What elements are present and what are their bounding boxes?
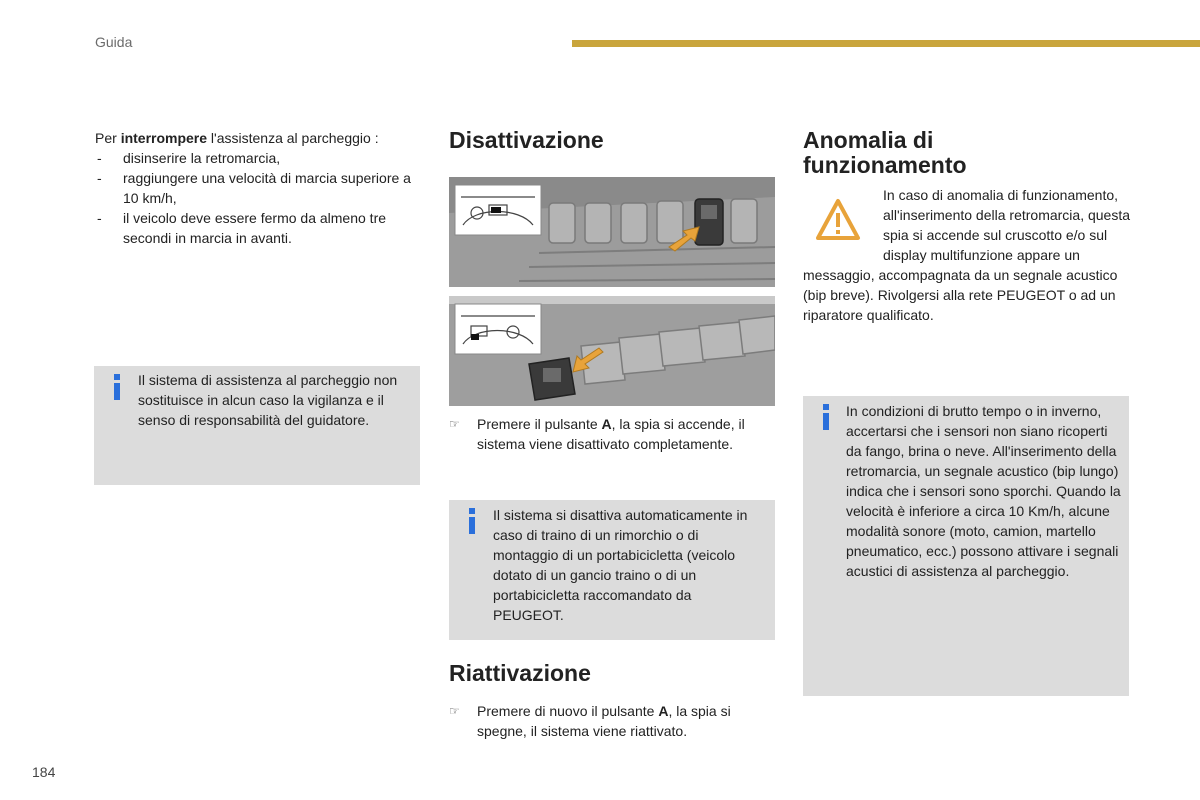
pointing-hand-icon: ☞ (449, 704, 460, 718)
interrupt-list (95, 148, 417, 248)
section-title-riattivazione: Riattivazione (449, 660, 591, 686)
info-box-auto-deactivation: Il sistema si disattiva automaticamente in caso di traino di un rimorchio o di montaggio di un portabicicletta (veicolo dotato di un gancio traino o di un portabicicletta raccomandato da PEUGEOT. (449, 500, 775, 640)
info-box-responsibility: Il sistema di assistenza al parcheggio non sostituisce in alcun caso la vigilanza e il senso di responsabilità del guidatore. (94, 366, 420, 485)
intro-keyword: interrompere (120, 130, 208, 146)
anomaly-description: In caso di anomalia di funzionamento, all'inserimento della retromarcia, questa spia si accende sul cruscotto e/o sul display multifunzione appare un messaggio, accompagnata da un segnale acustico (bip breve). Rivolgersi alla rete PEUGEOT o ad un riparatore qualificato. (803, 187, 1131, 323)
header-accent-bar (572, 40, 1200, 47)
list-item: - raggiungere una velocità di marcia superiore a 10 km/h, (97, 170, 411, 206)
info-box-bad-weather: In condizioni di brutto tempo o in inverno, accertarsi che i sensori non siano ricoperti da fango, brina o neve. All'inserimento della retromarcia, un segnale acustico (bip lungo) indica che i sensori sono sporchi. Quando la velocità è inferiore a circa 10 Km/h, alcune modalità sonore (moto, camion, martello pneumatico, ecc.) possono attivare i segnali acustici di assistenza al parcheggio. (803, 396, 1129, 696)
list-item: - il veicolo deve essere fermo da almeno tre secondi in marcia in avanti. (97, 210, 387, 246)
intro-line: Per interrompere l'assistenza al parcheggio : (95, 130, 379, 146)
info-icon (468, 508, 475, 534)
info-icon (113, 374, 120, 400)
list-item: - disinserire la retromarcia, (97, 150, 281, 166)
figure-button-console-bottom (449, 296, 775, 406)
instruction-reactivate: ☞ Premere di nuovo il pulsante A, la spia si spegne, il sistema viene riattivato. (449, 703, 731, 739)
info-icon (822, 404, 829, 430)
section-title-anomalia: Anomalia di funzionamento (803, 127, 967, 178)
page-number: 184 (32, 764, 56, 780)
instruction-deactivate: ☞ Premere il pulsante A, la spia si accende, il sistema viene disattivato completamente. (449, 416, 745, 452)
interrupt-instructions (95, 128, 417, 248)
section-title-disattivazione: Disattivazione (449, 127, 604, 153)
pointing-hand-icon: ☞ (449, 417, 460, 431)
console-illustration (449, 177, 775, 287)
running-header: Guida (95, 34, 133, 50)
button-closeup-illustration (449, 296, 775, 406)
figure-button-console-top (449, 177, 775, 287)
